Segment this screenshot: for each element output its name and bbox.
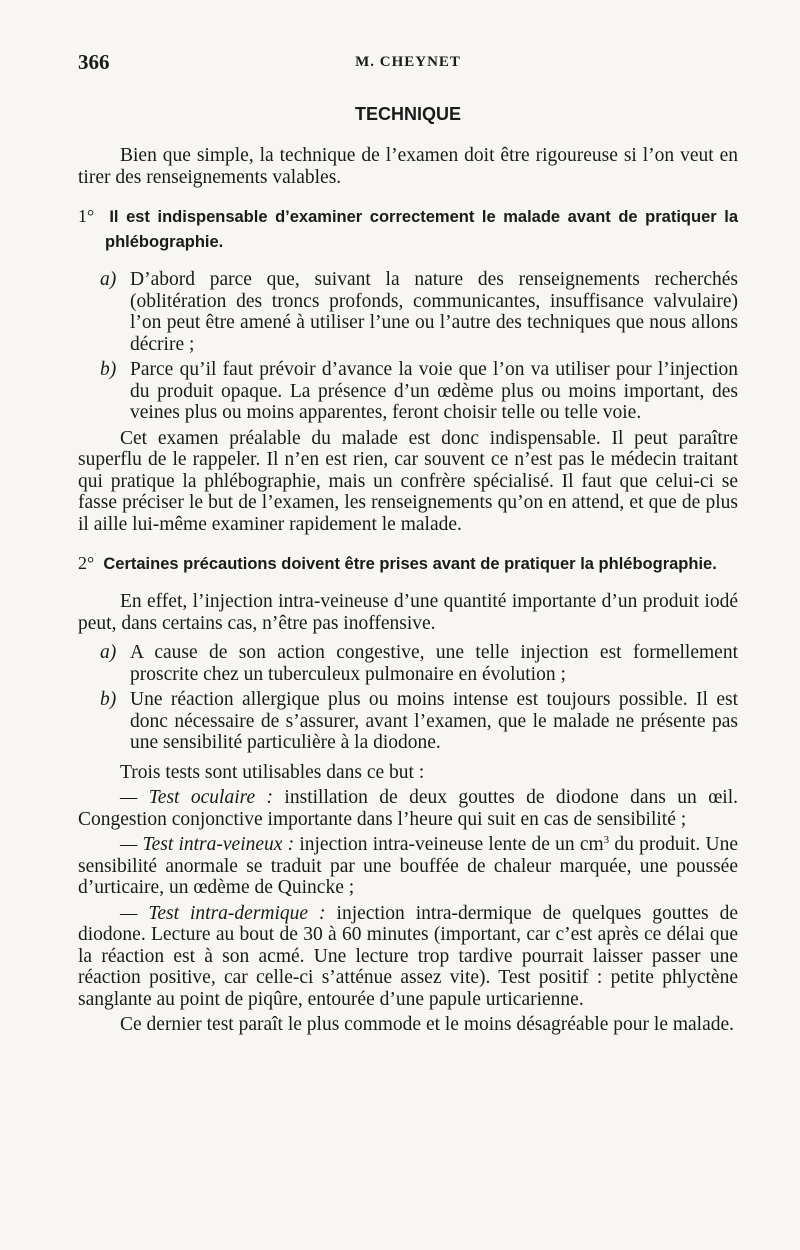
part1-item-b bbox=[78, 359, 738, 424]
running-head bbox=[78, 44, 738, 78]
document-page bbox=[78, 44, 738, 1036]
test-oculaire bbox=[78, 787, 738, 830]
part2-paragraph: En effet, l’injection intra-veineuse d’une quantité importante d’un produit iodé peut, dans certains cas, n’être pas inoffensive. bbox=[78, 591, 738, 634]
part2-item-b bbox=[78, 689, 738, 754]
part2-item-b-text: Une réaction allergique plus ou moins intense est toujours possible. Il est donc nécessaire de s’assurer, avant l’examen, que le malade ne présente pas une sensibilité particulière à la diodone. bbox=[130, 689, 738, 753]
test-intra-veineux-text2: du produit. Une sensibilité anormale se traduit par une bouffée de chaleur marquée, une poussée d’urticaire, un œdème de Quincke ; bbox=[78, 834, 738, 898]
test-intra-dermique bbox=[78, 903, 738, 1011]
page-number: 366 bbox=[78, 50, 110, 74]
test-intra-veineux-label: — Test intra-veineux : bbox=[120, 834, 295, 855]
part2-heading bbox=[78, 551, 738, 577]
test-intra-dermique-text: injection intra-dermique de quelques gouttes de diodone. Lecture au bout de 30 à 60 minutes (important, car c’est après ce délai que la réaction est à son acmé. Une lecture trop tardive pourrait laisser passer une réaction positive, car celle-ci s’atténue assez vite). Test positif : petite phlyctène sanglante au point de piqûre, entourée d’une papule urticarienne. bbox=[78, 902, 738, 1010]
test-intra-veineux bbox=[78, 834, 738, 899]
part2-item-b-mark: b) bbox=[100, 689, 117, 710]
part1-heading bbox=[78, 204, 738, 255]
part2-item-a-text: A cause de son action congestive, une telle injection est formellement proscrite chez un tuberculeux pulmonaire en évolution ; bbox=[130, 642, 738, 685]
intro-paragraph: Bien que simple, la technique de l’examen doit être rigoureuse si l’on veut en tirer des renseignements valables. bbox=[78, 145, 738, 188]
part2-item-a bbox=[78, 642, 738, 685]
section-title: TECHNIQUE bbox=[354, 104, 461, 124]
part1-paragraph: Cet examen préalable du malade est donc indispensable. Il peut paraître superflu de le rappeler. Il n’en est rien, car souvent ce n’est pas le médecin traitant qui pratique la phlébographie, mais un confrère spécialisé. Il faut que celui-ci se fasse préciser le but de l’examen, les renseignements qu’on en attend, et que de plus il aille lui-même examiner rapidement le malade. bbox=[78, 427, 738, 535]
test-intra-veineux-text: injection intra-veineuse lente de un cm bbox=[294, 834, 604, 855]
conclusion-paragraph: Ce dernier test paraît le plus commode et le moins désagréable pour le malade. bbox=[120, 1014, 735, 1035]
running-head-author: M. CHEYNET bbox=[355, 54, 461, 70]
part1-item-a bbox=[78, 269, 738, 355]
part1-number: 1° bbox=[78, 206, 95, 226]
test-oculaire-label: — Test oculaire : bbox=[120, 787, 274, 808]
test-intra-dermique-label: — Test intra-dermique : bbox=[120, 902, 326, 924]
part1-item-a-text: D’abord parce que, suivant la nature des renseignements recherchés (oblitération des troncs profonds, communicantes, insuffisance valvulaire) l’on peut être amené à utiliser l’une ou l’autre des techniques que nous allons décrire ; bbox=[130, 269, 738, 355]
part2-item-a-mark: a) bbox=[100, 642, 117, 663]
test-intra-veineux-sup: 3 bbox=[603, 834, 610, 846]
part1-item-b-text: Parce qu’il faut prévoir d’avance la voie que l’on va utiliser pour l’injection du produit opaque. La présence d’un œdème plus ou moins important, des veines plus ou moins apparentes, feront choisir telle ou telle voie. bbox=[130, 359, 738, 423]
tests-intro: Trois tests sont utilisables dans ce but : bbox=[120, 761, 425, 783]
part1-title: Il est indispensable d’examiner correctement le malade avant de pratiquer la phlébographie. bbox=[105, 208, 738, 251]
part2-title: Certaines précautions doivent être prises avant de pratiquer la phlébographie. bbox=[103, 555, 717, 573]
part1-item-a-mark: a) bbox=[100, 269, 117, 290]
part1-item-b-mark: b) bbox=[100, 359, 117, 380]
test-oculaire-text: instillation de deux gouttes de diodone dans un œil. Congestion conjonctive importante dans l’heure qui suit en cas de sensibilité ; bbox=[78, 787, 738, 830]
part2-number: 2° bbox=[78, 553, 95, 573]
